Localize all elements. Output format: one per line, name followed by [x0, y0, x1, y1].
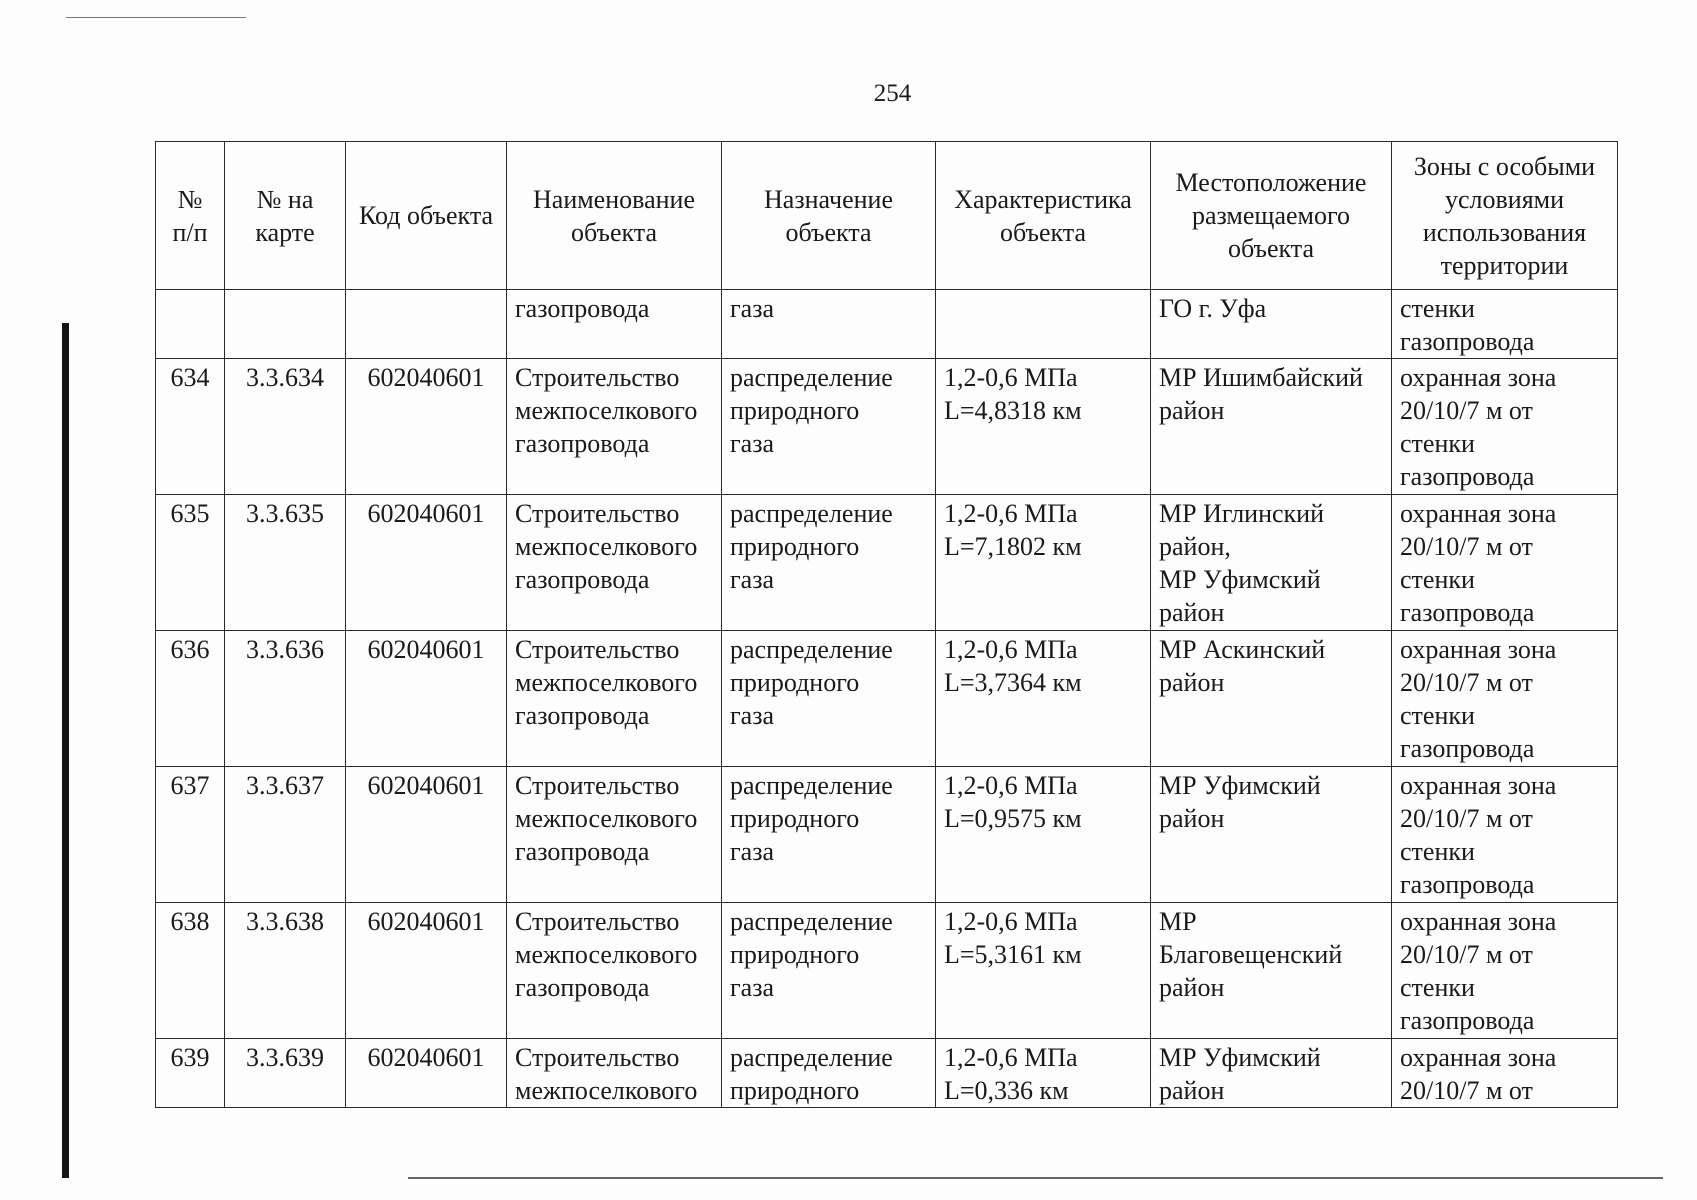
- header-num: № п/п: [156, 142, 225, 290]
- header-zones: Зоны с особыми условиями использования территории: [1392, 142, 1618, 290]
- cell-map: 3.3.635: [225, 495, 346, 631]
- cell-code: 602040601: [346, 495, 507, 631]
- header-code: Код объекта: [346, 142, 507, 290]
- cell-location: МР Уфимский район: [1151, 767, 1392, 903]
- header-location: Местоположение размещаемого объекта: [1151, 142, 1392, 290]
- cell-code: 602040601: [346, 359, 507, 495]
- table-header-row: [156, 142, 1618, 290]
- cell-zones: охранная зона 20/10/7 м от стенки газопровода: [1392, 903, 1618, 1039]
- cell-num: [156, 290, 225, 359]
- cell-zones: охранная зона 20/10/7 м от стенки газопровода: [1392, 767, 1618, 903]
- cell-purpose: распределение природного газа: [722, 767, 936, 903]
- cell-purpose: распределение природного газа: [722, 495, 936, 631]
- cell-chars: 1,2-0,6 МПа L=5,3161 км: [936, 903, 1151, 1039]
- table-row: [156, 495, 1618, 631]
- header-purpose: Назначение объекта: [722, 142, 936, 290]
- cell-code: [346, 290, 507, 359]
- cell-chars: 1,2-0,6 МПа L=4,8318 км: [936, 359, 1151, 495]
- cell-name: Строительство межпоселкового газопровода: [507, 631, 722, 767]
- table-row: [156, 903, 1618, 1039]
- cell-num: 638: [156, 903, 225, 1039]
- header-name: Наименование объекта: [507, 142, 722, 290]
- cell-num: 636: [156, 631, 225, 767]
- cell-map: 3.3.634: [225, 359, 346, 495]
- cell-map: 3.3.637: [225, 767, 346, 903]
- cell-zones: охранная зона 20/10/7 м от стенки газопровода: [1392, 631, 1618, 767]
- page-number: 254: [873, 80, 912, 107]
- cell-name: Строительство межпоселкового газопровода: [507, 903, 722, 1039]
- header-characteristics: Характеристика объекта: [936, 142, 1151, 290]
- cell-chars: 1,2-0,6 МПа L=7,1802 км: [936, 495, 1151, 631]
- cell-purpose: распределение природного: [722, 1039, 936, 1108]
- cell-code: 602040601: [346, 1039, 507, 1108]
- table-row: [156, 1039, 1618, 1108]
- cell-location: МР Уфимский район: [1151, 1039, 1392, 1108]
- cell-num: 639: [156, 1039, 225, 1108]
- cell-code: 602040601: [346, 631, 507, 767]
- cell-name: Строительство межпоселкового газопровода: [507, 495, 722, 631]
- cell-map: 3.3.639: [225, 1039, 346, 1108]
- cell-map: [225, 290, 346, 359]
- table-row: [156, 631, 1618, 767]
- cell-location: МР Аскинский район: [1151, 631, 1392, 767]
- scan-margin-bar: [62, 323, 69, 1178]
- table-row: [156, 359, 1618, 495]
- cell-purpose: распределение природного газа: [722, 631, 936, 767]
- cell-num: 637: [156, 767, 225, 903]
- cell-code: 602040601: [346, 903, 507, 1039]
- cell-chars: [936, 290, 1151, 359]
- header-map-num: № на карте: [225, 142, 346, 290]
- cell-chars: 1,2-0,6 МПа L=3,7364 км: [936, 631, 1151, 767]
- cell-zones: охранная зона 20/10/7 м от: [1392, 1039, 1618, 1108]
- cell-name: Строительство межпоселкового газопровода: [507, 359, 722, 495]
- cell-name: газопровода: [507, 290, 722, 359]
- cell-num: 635: [156, 495, 225, 631]
- cell-code: 602040601: [346, 767, 507, 903]
- table-row: [156, 767, 1618, 903]
- bottom-rule: [408, 1177, 1663, 1179]
- cell-name: Строительство межпоселкового: [507, 1039, 722, 1108]
- cell-zones: охранная зона 20/10/7 м от стенки газопровода: [1392, 495, 1618, 631]
- cell-map: 3.3.638: [225, 903, 346, 1039]
- cell-zones: стенки газопровода: [1392, 290, 1618, 359]
- cell-chars: 1,2-0,6 МПа L=0,9575 км: [936, 767, 1151, 903]
- table-row-continuation: [156, 290, 1618, 359]
- cell-purpose: газа: [722, 290, 936, 359]
- cell-map: 3.3.636: [225, 631, 346, 767]
- cell-location: ГО г. Уфа: [1151, 290, 1392, 359]
- cell-location: МР Благовещенский район: [1151, 903, 1392, 1039]
- top-rule: [66, 17, 246, 18]
- cell-location: МР Иглинский район, МР Уфимский район: [1151, 495, 1392, 631]
- cell-chars: 1,2-0,6 МПа L=0,336 км: [936, 1039, 1151, 1108]
- cell-num: 634: [156, 359, 225, 495]
- objects-table: [155, 141, 1618, 1108]
- cell-name: Строительство межпоселкового газопровода: [507, 767, 722, 903]
- cell-purpose: распределение природного газа: [722, 359, 936, 495]
- cell-zones: охранная зона 20/10/7 м от стенки газопровода: [1392, 359, 1618, 495]
- cell-location: МР Ишимбайский район: [1151, 359, 1392, 495]
- cell-purpose: распределение природного газа: [722, 903, 936, 1039]
